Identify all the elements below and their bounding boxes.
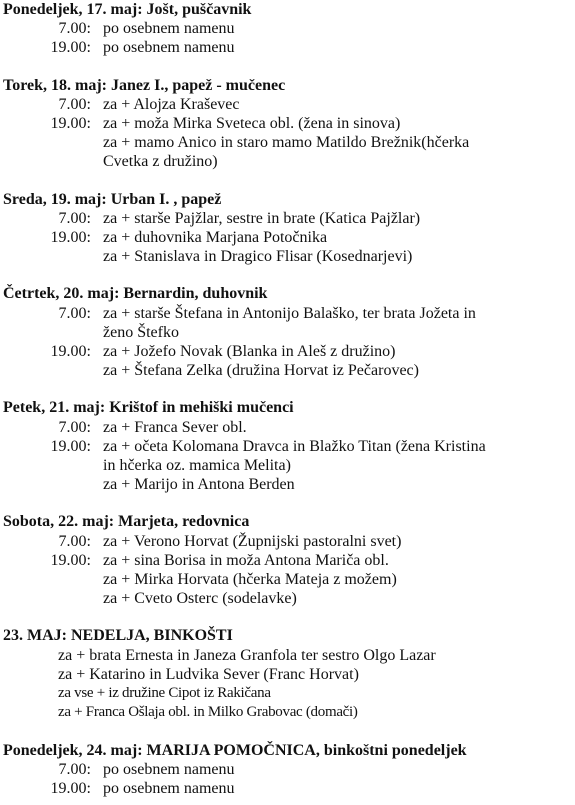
mass-entry	[3, 95, 573, 114]
mass-intention: za + Franca Sever obl.	[103, 418, 247, 436]
mass-entry	[3, 19, 573, 38]
mass-intention: za + sina Borisa in moža Antona Mariča obl.	[103, 551, 389, 569]
day-title: Četrtek, 20. maj: Bernardin, duhovnik	[3, 285, 268, 303]
mass-time: 19.00:	[50, 39, 91, 57]
mass-intention: za + Franca Ošlaja obl. in Milko Grabovac (domači)	[58, 704, 358, 721]
mass-entry	[3, 779, 573, 798]
mass-schedule	[3, 0, 573, 798]
mass-entry	[3, 114, 573, 172]
mass-intention: za + Cveto Osterc (sodelavke)	[103, 590, 297, 608]
mass-time: 19.00:	[50, 779, 91, 797]
mass-intention: za + Štefana Zelka (družina Horvat iz Pečarovec)	[103, 362, 419, 380]
mass-intention: za + Jožefo Novak (Blanka in Aleš z družino)	[103, 343, 396, 361]
day-block	[3, 190, 573, 267]
day-block	[3, 512, 573, 608]
mass-intention: za + očeta Kolomana Dravca in Blažko Titan (žena Kristina	[103, 437, 486, 455]
day-title: Sobota, 22. maj: Marjeta, redovnica	[3, 513, 250, 531]
mass-entry	[3, 228, 573, 266]
mass-time: 19.00:	[50, 343, 91, 361]
day-title: 23. MAJ: NEDELJA, BINKOŠTI	[3, 627, 233, 645]
day-block	[3, 741, 573, 799]
mass-time: 7.00:	[58, 209, 91, 227]
mass-time: 7.00:	[58, 95, 91, 113]
mass-entry	[3, 304, 573, 342]
sunday-intentions	[3, 646, 573, 723]
mass-intention: ženo Štefko	[103, 323, 179, 341]
day-block	[3, 284, 573, 380]
mass-intention: za vse + iz družine Cipot iz Rakičana	[58, 685, 271, 702]
mass-entry	[3, 532, 573, 551]
day-title: Petek, 21. maj: Krištof in mehiški mučenci	[3, 399, 294, 417]
day-title: Ponedeljek, 17. maj: Jošt, puščavnik	[3, 1, 252, 18]
mass-intention: po osebnem namenu	[103, 760, 235, 778]
mass-intention: in hčerka oz. mamica Melita)	[103, 457, 291, 475]
mass-entry	[3, 342, 573, 380]
mass-intention: po osebnem namenu	[103, 779, 235, 797]
mass-time: 19.00:	[50, 437, 91, 455]
day-title: Torek, 18. maj: Janez I., papež - mučenec	[3, 76, 286, 94]
mass-entry	[3, 418, 573, 437]
day-block	[3, 76, 573, 172]
mass-intention: za + Alojza Kraševec	[103, 95, 240, 113]
mass-intention: za + starše Štefana in Antonijo Balaško, ter brata Jožeta in	[103, 304, 476, 322]
mass-intention: za + Stanislava in Dragico Flisar (Kosednarjevi)	[103, 248, 413, 266]
mass-intention: Cvetka z družino)	[103, 153, 218, 171]
mass-time: 19.00:	[50, 115, 91, 133]
mass-entry	[3, 38, 573, 57]
mass-intention: za + brata Ernesta in Janeza Granfola ter sestro Olgo Lazar	[58, 646, 436, 664]
day-block	[3, 626, 573, 722]
mass-entry	[3, 437, 573, 495]
mass-intention: za + Katarino in Ludvika Sever (Franc Horvat)	[58, 665, 359, 683]
mass-intention: po osebnem namenu	[103, 39, 235, 57]
mass-time: 7.00:	[58, 418, 91, 436]
day-title: Ponedeljek, 24. maj: MARIJA POMOČNICA, binkoštni ponedeljek	[3, 741, 467, 759]
mass-intention: po osebnem namenu	[103, 20, 235, 38]
day-title: Sreda, 19. maj: Urban I. , papež	[3, 190, 222, 208]
mass-entry	[3, 551, 573, 609]
mass-entry	[3, 760, 573, 779]
mass-time: 7.00:	[58, 304, 91, 322]
day-block	[3, 398, 573, 494]
mass-intention: za + starše Pajžlar, sestre in brate (Katica Pajžlar)	[103, 209, 421, 227]
mass-intention: za + duhovnika Marjana Potočnika	[103, 229, 328, 247]
mass-intention: za + moža Mirka Sveteca obl. (žena in sinova)	[103, 115, 401, 133]
mass-time: 19.00:	[50, 551, 91, 569]
mass-intention: za + Mirka Horvata (hčerka Mateja z možem)	[103, 571, 397, 589]
mass-time: 19.00:	[50, 229, 91, 247]
mass-intention: za + Marijo in Antona Berden	[103, 476, 295, 494]
day-block	[3, 0, 573, 58]
mass-time: 7.00:	[58, 760, 91, 778]
mass-intention: za + Verono Horvat (Župnijski pastoralni svet)	[103, 532, 402, 550]
mass-time: 7.00:	[58, 20, 91, 38]
mass-time: 7.00:	[58, 532, 91, 550]
mass-intention: za + mamo Anico in staro mamo Matildo Brežnik(hčerka	[103, 134, 470, 152]
mass-entry	[3, 209, 573, 228]
